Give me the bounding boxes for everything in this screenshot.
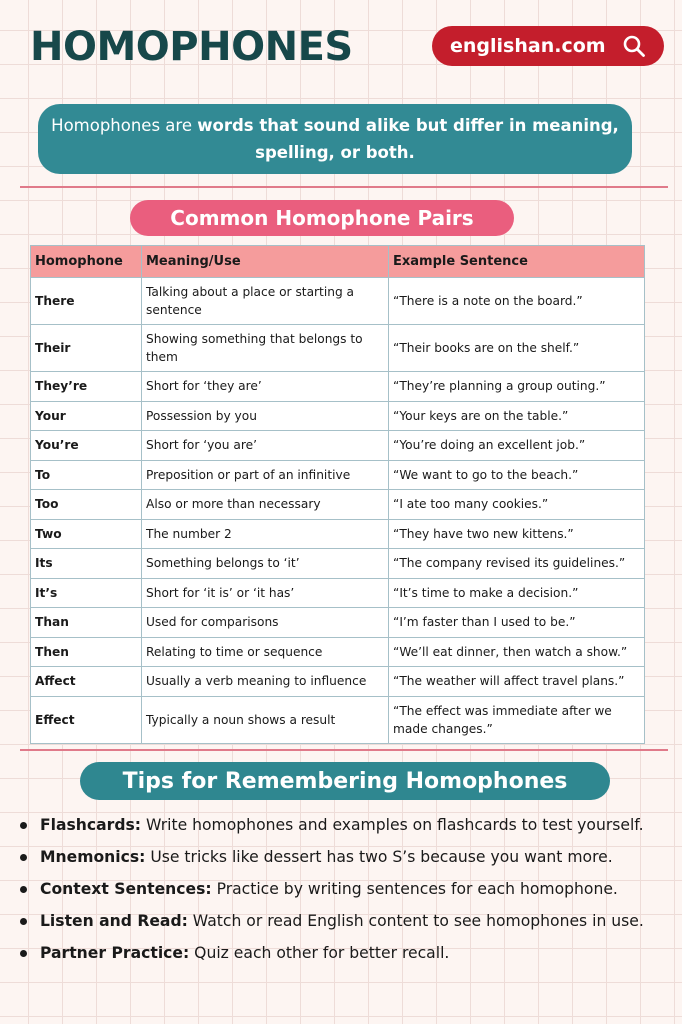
homophone-cell: Effect <box>31 696 142 743</box>
table-row <box>31 519 645 549</box>
example-cell: “You’re doing an excellent job.” <box>389 431 645 461</box>
column-header-example: Example Sentence <box>389 246 645 278</box>
table-row <box>31 460 645 490</box>
list-item <box>18 810 674 840</box>
divider-bottom <box>20 749 668 751</box>
homophone-cell: You’re <box>31 431 142 461</box>
table-row <box>31 549 645 579</box>
table-row <box>31 278 645 325</box>
example-cell: “We’ll eat dinner, then watch a show.” <box>389 637 645 667</box>
table-row <box>31 431 645 461</box>
bullet-icon <box>20 950 27 957</box>
table-header-row <box>31 246 645 278</box>
table-row <box>31 696 645 743</box>
meaning-cell: Talking about a place or starting a sentence <box>142 278 389 325</box>
bullet-icon <box>20 854 27 861</box>
bullet-icon <box>20 822 27 829</box>
list-item <box>18 874 674 904</box>
meaning-cell: The number 2 <box>142 519 389 549</box>
example-cell: “We want to go to the beach.” <box>389 460 645 490</box>
column-header-homophone: Homophone <box>31 246 142 278</box>
definition-bold: words that sound alike but differ in meaning, spelling, or both. <box>197 116 619 162</box>
tip-label: Listen and Read: <box>40 912 188 930</box>
example-cell: “They’re planning a group outing.” <box>389 372 645 402</box>
homophone-cell: Two <box>31 519 142 549</box>
homophone-cell: They’re <box>31 372 142 402</box>
tips-list <box>18 810 674 970</box>
example-cell: “The effect was immediate after we made changes.” <box>389 696 645 743</box>
meaning-cell: Relating to time or sequence <box>142 637 389 667</box>
table-row <box>31 325 645 372</box>
meaning-cell: Short for ‘they are’ <box>142 372 389 402</box>
example-cell: “I’m faster than I used to be.” <box>389 608 645 638</box>
homophone-table <box>30 245 645 744</box>
meaning-cell: Also or more than necessary <box>142 490 389 520</box>
homophone-cell: Its <box>31 549 142 579</box>
tip-label: Mnemonics: <box>40 848 146 866</box>
homophone-cell: Their <box>31 325 142 372</box>
column-header-meaning: Meaning/Use <box>142 246 389 278</box>
tip-text: Watch or read English content to see homophones in use. <box>187 912 644 930</box>
table-row <box>31 490 645 520</box>
homophone-cell: To <box>31 460 142 490</box>
homophone-cell: Too <box>31 490 142 520</box>
list-item <box>18 938 674 968</box>
tips-section-title: Tips for Remembering Homophones <box>80 762 610 800</box>
list-item <box>18 842 674 872</box>
meaning-cell: Typically a noun shows a result <box>142 696 389 743</box>
divider-top <box>20 186 668 188</box>
search-icon <box>622 34 646 58</box>
tip-label: Context Sentences: <box>40 880 212 898</box>
meaning-cell: Showing something that belongs to them <box>142 325 389 372</box>
definition-lead: Homophones are <box>51 116 198 135</box>
example-cell: “Your keys are on the table.” <box>389 401 645 431</box>
tip-text: Quiz each other for better recall. <box>189 944 450 962</box>
homophone-cell: Affect <box>31 667 142 697</box>
pairs-section-title: Common Homophone Pairs <box>130 200 514 236</box>
meaning-cell: Usually a verb meaning to influence <box>142 667 389 697</box>
definition-box <box>38 104 632 174</box>
bullet-icon <box>20 886 27 893</box>
example-cell: “The company revised its guidelines.” <box>389 549 645 579</box>
example-cell: “Their books are on the shelf.” <box>389 325 645 372</box>
homophone-cell: Your <box>31 401 142 431</box>
site-link-button[interactable] <box>432 26 664 66</box>
tip-label: Flashcards: <box>40 816 142 834</box>
meaning-cell: Short for ‘you are’ <box>142 431 389 461</box>
table-row <box>31 667 645 697</box>
table-row <box>31 401 645 431</box>
table-row <box>31 637 645 667</box>
homophone-cell: Than <box>31 608 142 638</box>
tip-label: Partner Practice: <box>40 944 190 962</box>
example-cell: “I ate too many cookies.” <box>389 490 645 520</box>
meaning-cell: Preposition or part of an infinitive <box>142 460 389 490</box>
table-row <box>31 578 645 608</box>
homophone-cell: It’s <box>31 578 142 608</box>
table-row <box>31 608 645 638</box>
example-cell: “The weather will affect travel plans.” <box>389 667 645 697</box>
tip-text: Write homophones and examples on flashcards to test yourself. <box>141 816 644 834</box>
example-cell: “There is a note on the board.” <box>389 278 645 325</box>
list-item <box>18 906 674 936</box>
example-cell: “It’s time to make a decision.” <box>389 578 645 608</box>
site-name: englishan.com <box>450 35 606 57</box>
meaning-cell: Used for comparisons <box>142 608 389 638</box>
page-title: HOMOPHONES <box>30 24 353 70</box>
bullet-icon <box>20 918 27 925</box>
homophone-cell: Then <box>31 637 142 667</box>
table-row <box>31 372 645 402</box>
tip-text: Use tricks like dessert has two S’s because you want more. <box>145 848 613 866</box>
meaning-cell: Possession by you <box>142 401 389 431</box>
meaning-cell: Short for ‘it is’ or ‘it has’ <box>142 578 389 608</box>
tip-text: Practice by writing sentences for each homophone. <box>211 880 618 898</box>
homophone-cell: There <box>31 278 142 325</box>
meaning-cell: Something belongs to ‘it’ <box>142 549 389 579</box>
example-cell: “They have two new kittens.” <box>389 519 645 549</box>
